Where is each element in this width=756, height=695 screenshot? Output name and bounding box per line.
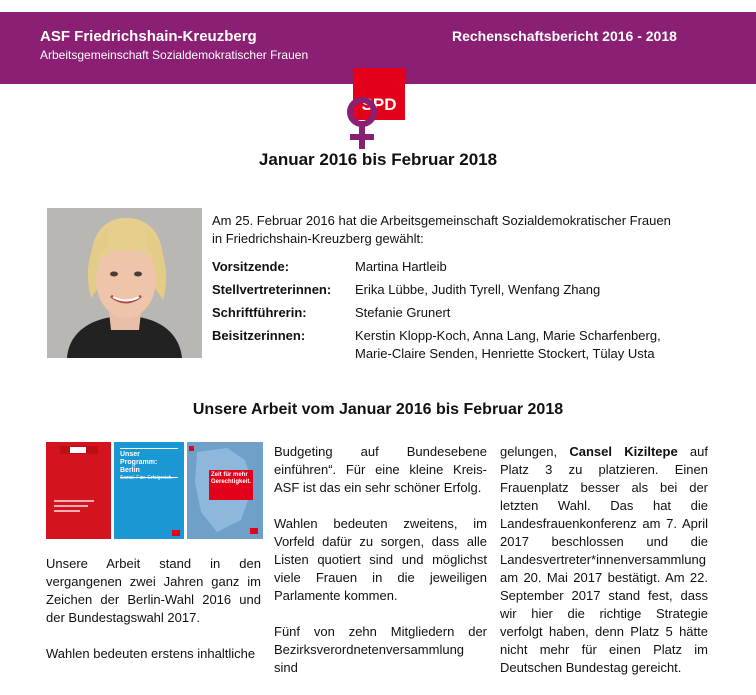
paragraph: Unsere Arbeit stand in den vergangenen zwei Jahren ganz im Zeichen der Berlin-Wahl 2016 und der Bundestagswahl 2017. (46, 556, 261, 625)
board-names: Stefanie Grunert (355, 305, 451, 320)
candidate-name: Cansel Kiziltepe (569, 444, 678, 459)
board-role: Vorsitzende: (212, 259, 290, 274)
board-members (212, 258, 682, 368)
board-role: Schriftführerin: (212, 305, 307, 320)
paragraph: Fünf von zehn Mitgliedern der Bezirksverordnetenversammlung sind (274, 624, 487, 675)
chairwoman-photo (47, 208, 202, 358)
board-names: Erika Lübbe, Judith Tyrell, Wenfang Zhang (355, 282, 601, 297)
board-names: Martina Hartleib (355, 259, 447, 274)
brochure-slogan: Zeit für mehr Gerechtigkeit. (211, 472, 252, 485)
period-title: Januar 2016 bis Februar 2018 (258, 150, 498, 169)
brochure-cover-berlin-program (114, 442, 184, 539)
election-intro: Am 25. Februar 2016 hat die Arbeitsgemeinschaft Sozialdemokratischer Frauen in Friedrichshain-Kreuzberg gewählt: (212, 213, 671, 246)
organization-name: ASF Friedrichshain-Kreuzberg (40, 28, 257, 45)
text-column-2 (274, 443, 487, 695)
report-title: Rechenschaftsbericht 2016 - 2018 (452, 28, 677, 44)
board-row (212, 304, 682, 322)
brochure-cover-red (46, 442, 111, 539)
organization-subtitle: Arbeitsgemeinschaft Sozialdemokratischer Frauen (40, 48, 309, 62)
section-title: Unsere Arbeit vom Januar 2016 bis Februar 2018 (192, 401, 564, 418)
brochure-title: Unser Programm: Berlin (120, 451, 158, 474)
venus-symbol-icon (340, 96, 384, 152)
spd-logo: SPD (353, 68, 405, 120)
text-column-1 (46, 555, 261, 681)
board-row (212, 327, 682, 363)
board-row (212, 258, 682, 276)
spd-asf-logo (340, 68, 412, 150)
paragraph: Wahlen bedeuten erstens inhaltliche (46, 646, 256, 661)
board-row (212, 281, 682, 299)
board-role: Stellvertreterinnen: (212, 282, 332, 297)
text-column-3 (500, 443, 708, 695)
board-role: Beisitzerinnen: (212, 328, 306, 343)
paragraph: gelungen, Cansel Kiziltepe auf Platz 3 zu platzieren. Einen Frauenplatz besser als bei der letzten Wahl. Das hat die Landesfrauenkonferenz am 7. April 2017 beschlossen und die Landesvertreter*innenversammlung am 20. Mai 2017 bestätigt. Am 22. September 2017 stand fest, dass wir hier die richtige Strategie verfolgt haben, denn Platz 5 hätte nicht mehr für einen Platz im Deutschen Bundestag gereicht. (500, 444, 708, 675)
paragraph: Budgeting auf Bundesebene einführen“. Für eine kleine Kreis-ASF ist das ein sehr schöner Erfolg. (274, 444, 487, 495)
paragraph: Wahlen bedeuten zweitens, im Vorfeld dafür zu sorgen, dass alle Listen quotiert sind und möglichst viele Frauen in die jeweiligen Parlamente kommen. (274, 516, 487, 603)
brochure-cover-bundestag (187, 442, 263, 539)
brochure-subtitle: Sozial. Fair. Erfolgreich. (120, 475, 173, 481)
board-names: Kerstin Klopp-Koch, Anna Lang, Marie Scharfenberg, Marie-Claire Senden, Henriette Stockert, Tülay Usta (355, 328, 661, 361)
